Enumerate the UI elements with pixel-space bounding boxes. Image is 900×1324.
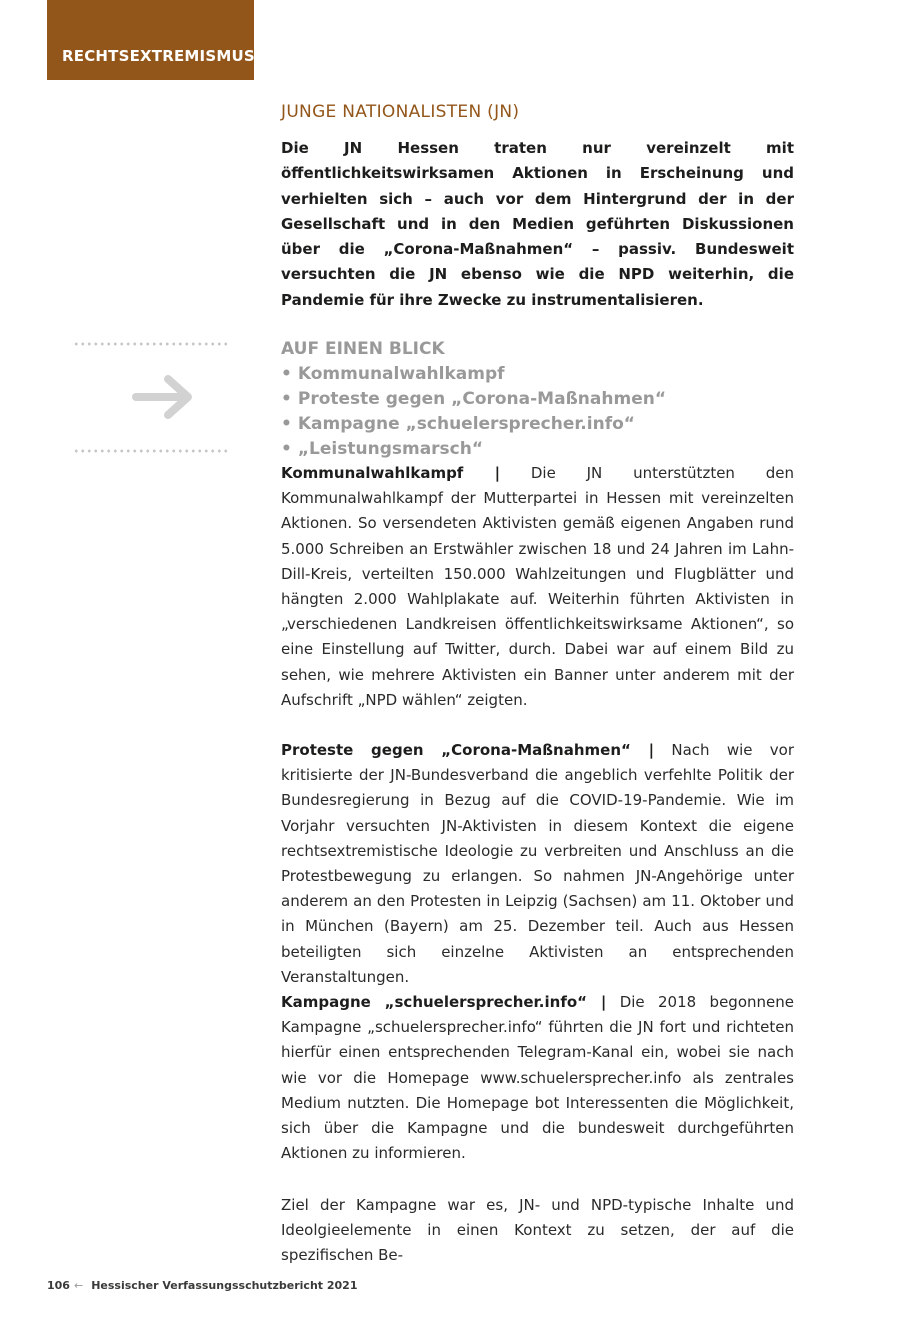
at-a-glance-box	[281, 337, 794, 462]
section-tab	[47, 0, 254, 80]
paragraph-kommunalwahlkampf	[281, 461, 794, 713]
paragraph-text: Die 2018 begonnene Kampagne „schuelersprecher.info“ führten die JN fort und richteten hierfür einen entsprechenden Telegram-Kanal ein, wobei sie nach wie vor die Homepage www.schuelersprecher.info als zentrales Medium nutzten. Die Homepage bot Interessenten die Möglichkeit, sich über die Kampagne und die bundesweit durchgeführten Aktionen zu informieren.	[281, 993, 794, 1163]
section-label: RECHTSEXTREMISMUS	[62, 47, 255, 65]
paragraph-text: Ziel der Kampagne war es, JN- und NPD-typische Inhalte und Ideolgieelemente in einen Kontext zu setzen, der auf die spezifischen Be-	[281, 1196, 794, 1265]
paragraph-corona-proteste	[281, 738, 794, 990]
paragraph-run-in: Kampagne „schuelersprecher.info“ |	[281, 993, 607, 1011]
publication-title: Hessischer Verfassungsschutzbericht 2021	[91, 1279, 358, 1292]
dotted-divider-bottom	[73, 449, 228, 453]
article-heading: JUNGE NATIONALISTEN (JN)	[281, 102, 520, 122]
paragraph-run-in: Proteste gegen „Corona-Maßnahmen“ |	[281, 741, 655, 759]
paragraph-text: Die JN unterstützten den Kommunalwahlkampf der Mutterpartei in Hessen mit vereinzelten Aktionen. So versendeten Aktivisten gemäß eigenen Angaben rund 5.000 Schreiben an Erstwähler zwischen 18 und 24 Jahren im Lahn-Dill-Kreis, verteilten 150.000 Wahlzeitungen und Flugblätter und hängten 2.000 Wahlplakate auf. Weiterhin führten Aktivisten in „verschiedenen Landkreisen öffentlichkeitswirksame Aktionen“, so eine Einstellung auf Twitter, durch. Dabei war auf einem Bild zu sehen, wie mehrere Aktivisten ein Banner unter anderem mit der Aufschrift „NPD wählen“ zeigten.	[281, 464, 794, 709]
list-item: • „Leistungsmarsch“	[281, 437, 794, 462]
paragraph-kampagne	[281, 990, 794, 1166]
page-footer	[47, 1278, 358, 1294]
at-a-glance-list	[281, 362, 794, 462]
list-item: • Kampagne „schuelersprecher.info“	[281, 412, 794, 437]
at-a-glance-title: AUF EINEN BLICK	[281, 339, 445, 360]
paragraph-run-in: Kommunalwahlkampf |	[281, 464, 501, 482]
page-number: 106	[47, 1279, 70, 1292]
dotted-divider-top	[73, 342, 228, 346]
list-item: • Proteste gegen „Corona-Maßnahmen“	[281, 387, 794, 412]
arrow-right-icon	[132, 372, 194, 422]
paragraph-kampagne-ziel	[281, 1193, 794, 1269]
arrow-left-icon: ←	[73, 1279, 84, 1292]
list-item: • Kommunalwahlkampf	[281, 362, 794, 387]
lead-paragraph: Die JN Hessen traten nur vereinzelt mit öffentlichkeitswirksamen Aktionen in Erscheinung und verhielten sich – auch vor dem Hintergrund der in der Gesellschaft und in den Medien geführten Diskussionen über die „Corona-Maßnahmen“ – passiv. Bundesweit versuchten die JN ebenso wie die NPD weiterhin, die Pandemie für ihre Zwecke zu instrumentalisieren.	[281, 139, 794, 309]
paragraph-text: Nach wie vor kritisierte der JN-Bundesverband die angeblich verfehlte Politik der Bundesregierung in Bezug auf die COVID-19-Pandemie. Wie im Vorjahr versuchten JN-Aktivisten in diesem Kontext die eigene rechtsextremistische Ideologie zu verbreiten und Anschluss an die Protestbewegung zu erlangen. So nahmen JN-Angehörige unter anderem an den Protesten in Leipzig (Sachsen) am 11. Oktober und in München (Bayern) am 25. Dezember teil. Auch aus Hessen beteiligten sich einzelne Aktivisten an entsprechenden Veranstaltungen.	[281, 741, 794, 986]
article	[281, 100, 794, 1265]
